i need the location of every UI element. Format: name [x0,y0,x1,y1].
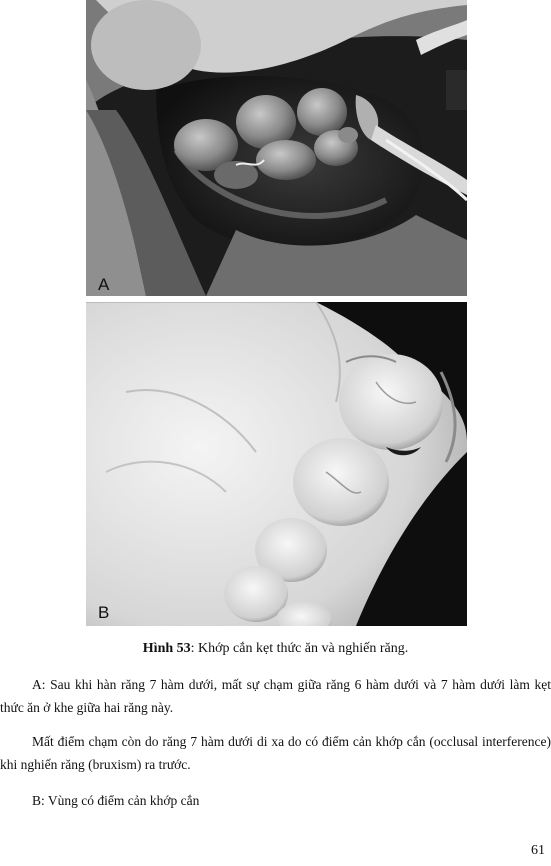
paragraph-cause: Mất điểm chạm còn do răng 7 hàm dưới di xa do có điểm cản khớp cắn (occlusal interference) khi nghiến răng (bruxism) ra trước. [0,734,551,772]
caption-number: Hình 53 [142,641,191,656]
figure-photo-b [86,302,467,626]
paragraph-b: B: Vùng có điểm cản khớp cắn [32,793,200,808]
panel-a-label: A [98,275,110,294]
caption-text: : Khớp cắn kẹt thức ăn và nghiến răng. [190,641,409,656]
page-number: 61 [531,843,545,858]
panel-b-label: B [98,603,110,622]
figure-photo-a [86,0,467,296]
figure-caption [0,640,551,658]
paragraph-a: A: Sau khi hàn răng 7 hàm dưới, mất sự chạm giữa răng 6 hàm dưới và 7 hàm dưới làm kẹt thức ăn ở khe giữa hai răng này. [0,677,551,715]
